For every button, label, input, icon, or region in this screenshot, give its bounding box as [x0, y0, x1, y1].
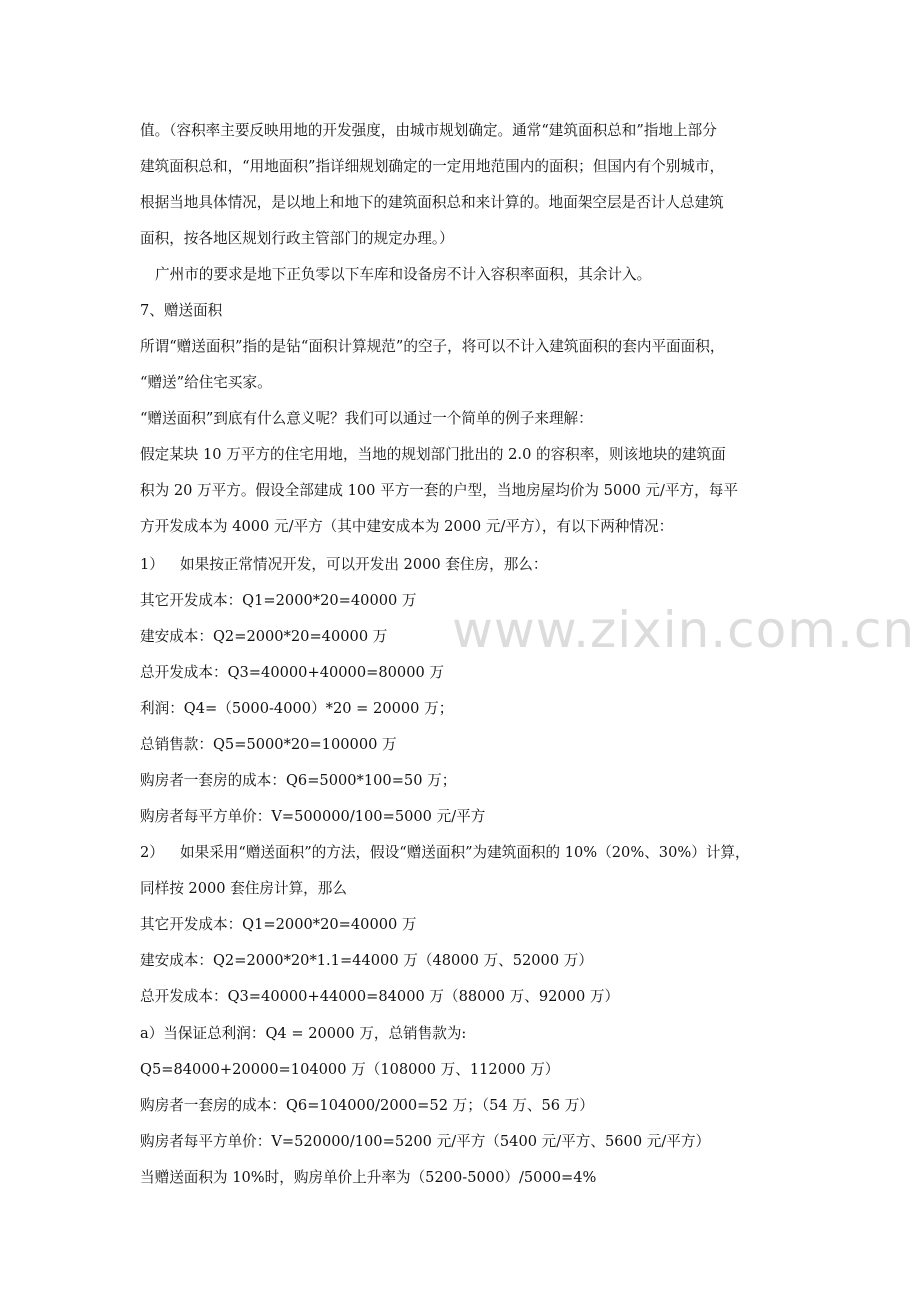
- paragraph-1-line-1: 值。（容积率主要反映用地的开发强度，由城市规划确定。通常“建筑面积总和”指地上部分: [140, 122, 717, 139]
- case-2-line-7: 购房者每平方单价：V=520000/100=5200 元/平方（5400 元/平方、5600 元/平方）: [140, 1133, 711, 1150]
- case-2-line-3: 总开发成本：Q3=40000+44000=84000 万（88000 万、92000 万）: [140, 988, 620, 1005]
- paragraph-2: 广州市的要求是地下正负零以下车库和设备房不计入容积率面积，其余计入。: [155, 266, 652, 283]
- case-2-continuation: 同样按 2000 套住房计算，那么: [140, 880, 347, 897]
- case-1-number: 1）: [140, 556, 164, 573]
- case-1-line-6: 购房者一套房的成本：Q6=5000*100=50 万；: [140, 772, 457, 789]
- case-2-line-5: Q5=84000+20000=104000 万（108000 万、112000 万）: [140, 1061, 560, 1078]
- case-1-line-4: 利润：Q4=（5000-4000）*20 = 20000 万；: [140, 700, 454, 717]
- case-2-line-2: 建安成本：Q2=2000*20*1.1=44000 万（48000 万、52000 万）: [140, 952, 593, 969]
- case-1-line-5: 总销售款：Q5=5000*20=100000 万: [140, 736, 397, 753]
- case-1-line-3: 总开发成本：Q3=40000+40000=80000 万: [140, 664, 445, 681]
- paragraph-4: “赠送面积”到底有什么意义呢？我们可以通过一个简单的例子来理解：: [140, 410, 593, 427]
- case-2-item: [140, 843, 750, 863]
- paragraph-5-line-2: 积为 20 万平方。假设全部建成 100 平方一套的户型，当地房屋均价为 5000 元/平方，每平: [140, 482, 738, 499]
- case-2-number: 2）: [140, 844, 164, 861]
- case-2-line-8: 当赠送面积为 10%时，购房单价上升率为（5200-5000）/5000=4%: [140, 1169, 597, 1186]
- case-1-item: [140, 555, 547, 575]
- case-2-text: 如果采用“赠送面积”的方法，假设“赠送面积”为建筑面积的 10%（20%、30%）计算，: [180, 844, 750, 861]
- case-2-line-4: a）当保证总利润：Q4 = 20000 万，总销售款为:: [140, 1025, 467, 1042]
- section-heading-7: 7、赠送面积: [140, 302, 223, 319]
- case-1-line-1: 其它开发成本：Q1=2000*20=40000 万: [140, 592, 417, 609]
- case-1-line-7: 购房者每平方单价：V=500000/100=5000 元/平方: [140, 808, 486, 825]
- watermark: www.zixin.com.cn: [452, 601, 916, 659]
- case-2-line-6: 购房者一套房的成本：Q6=104000/2000=52 万；（54 万、56 万）: [140, 1097, 594, 1114]
- paragraph-3-line-1: 所谓“赠送面积”指的是钻“面积计算规范”的空子，将可以不计入建筑面积的套内平面面积，: [140, 338, 725, 355]
- case-2-line-1: 其它开发成本：Q1=2000*20=40000 万: [140, 916, 417, 933]
- paragraph-1-line-4: 面积，按各地区规划行政主管部门的规定办理。）: [140, 230, 454, 247]
- paragraph-5-line-1: 假定某块 10 万平方的住宅用地，当地的规划部门批出的 2.0 的容积率，则该地块的建筑面: [140, 446, 726, 463]
- case-1-text: 如果按正常情况开发，可以开发出 2000 套住房，那么：: [180, 556, 548, 573]
- paragraph-1-line-3: 根据当地具体情况，是以地上和地下的建筑面积总和来计算的。地面架空层是否计人总建筑: [140, 194, 724, 211]
- paragraph-1-line-2: 建筑面积总和，“用地面积”指详细规划确定的一定用地范围内的面积；但国内有个别城市，: [140, 158, 725, 175]
- paragraph-5-line-3: 方开发成本为 4000 元/平方（其中建安成本为 2000 元/平方），有以下两种情况：: [140, 518, 674, 535]
- case-1-line-2: 建安成本：Q2=2000*20=40000 万: [140, 628, 388, 645]
- paragraph-3-line-2: “赠送”给住宅买家。: [140, 374, 272, 391]
